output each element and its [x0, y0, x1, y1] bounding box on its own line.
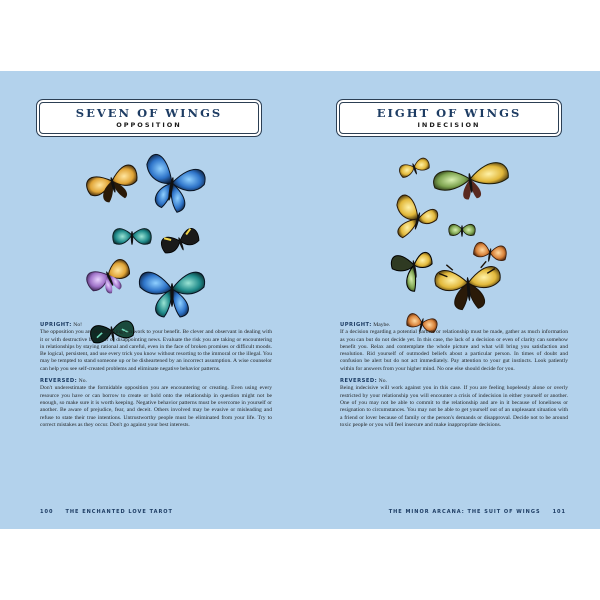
card-subtitle: OPPOSITION: [116, 121, 182, 129]
reversed-text: Don't underestimate the formidable opposition you are encountering or creating. Even using every resource you have or can borrow to create or hold onto the relationship in question might not be enough, so make sure it is worth keeping. Negative behavior patterns must be overcome in yourself or another. Be aware of prejudice, fear, and deceit. Others involved may be evasive or misleading and refuse to state their true intentions. Untrustworthy people must be eliminated from your life. Try to correct mistakes as they occur. Don't go against your best interests.: [40, 385, 272, 428]
reversed-answer: No.: [78, 378, 87, 385]
reversed-paragraph: [340, 378, 568, 429]
butterfly-orange: [472, 241, 507, 264]
left-footer: [40, 509, 173, 515]
reversed-answer: No.: [378, 378, 387, 385]
butterfly-yellow-swallowtail: [389, 194, 441, 245]
card-meaning-text: [340, 322, 568, 434]
upright-label: UPRIGHT:: [40, 322, 72, 328]
reversed-paragraph: [40, 378, 272, 429]
butterfly-blue-green: [139, 272, 204, 317]
reversed-label: REVERSED:: [40, 378, 78, 385]
card-title-banner: [336, 99, 562, 137]
butterfly-dark-swallowtail: [390, 250, 437, 295]
card-meaning-text: [40, 322, 272, 434]
butterfly-blue-morpho: [140, 153, 209, 216]
butterfly-green-swallowtail: [432, 161, 511, 204]
card-title: EIGHT OF WINGS: [376, 106, 522, 120]
card-title-banner: [36, 99, 262, 137]
butterfly-yellow-black: [159, 227, 201, 257]
butterfly-orange: [84, 163, 142, 207]
page-number: 101: [552, 509, 566, 515]
upright-text: If a decision regarding a potential partner or relationship must be made, gather as much information as you can but do not decide yet. In this case, the lack of a decision or even of clarity can somehow benefit you. Relax and contemplate the whole picture and what will bring you satisfaction and resolution. Rid yourself of outmoded beliefs about a particular person. In times of doubt and confusion be alert but do not act immediately. Pay attention to your gut instincts. Look patiently within for answers from your higher mind. No one else should decide for you.: [340, 329, 568, 372]
card-subtitle: INDECISION: [417, 121, 481, 129]
upright-answer: No!: [73, 322, 82, 328]
butterfly-tiger-swallowtail: [434, 260, 503, 312]
running-head: THE ENCHANTED LOVE TAROT: [65, 509, 173, 515]
reversed-label: REVERSED:: [340, 378, 378, 385]
upright-answer: Maybe.: [373, 322, 391, 328]
card-title: SEVEN OF WINGS: [75, 106, 223, 120]
right-footer: [389, 509, 566, 515]
page-number: 100: [40, 509, 54, 515]
upright-text: The opposition you are encountering can work to your benefit. Be clever and observant in dealing with it or with destructive behavior or disappointing news. Evaluate the risk you are taking or encountering in relationships by staying rational and careful, even in the face of broken promises or difficult moods. Be logical, persistent, and use every trick you know without resorting to the immoral or the illegal. You may be tempted to stand someone up or be disheartened by an incorrect assumption. A wise counselor can help you see self-created problems and eliminate negative behavior patterns.: [40, 329, 272, 372]
upright-paragraph: [40, 322, 272, 373]
butterfly-green: [113, 229, 151, 245]
right-page: [300, 71, 600, 529]
upright-label: UPRIGHT:: [340, 322, 372, 328]
upright-paragraph: [340, 322, 568, 373]
butterfly-small-yellow: [398, 157, 431, 180]
book-spread: [0, 71, 600, 529]
butterfly-small-green: [449, 224, 476, 237]
left-page: [0, 71, 300, 529]
reversed-text: Being indecisive will work against you in this case. If you are feeling hopelessly alone or overly restricted by your relationship you will encounter a crisis of indecision in either yourself or another. One of you may not be able to commit to the relationship and are in it because of loneliness or resignation to circumstances. You may not be able to get yourself out of an unpleasant situation with a friend or lover because of family or the person's demands or disapproval. Decide not to be around toxic people or you will feel insecure and make inappropriate decisions.: [340, 385, 568, 428]
butterfly-purple: [84, 257, 135, 300]
running-head: THE MINOR ARCANA: THE SUIT OF WINGS: [388, 509, 541, 515]
